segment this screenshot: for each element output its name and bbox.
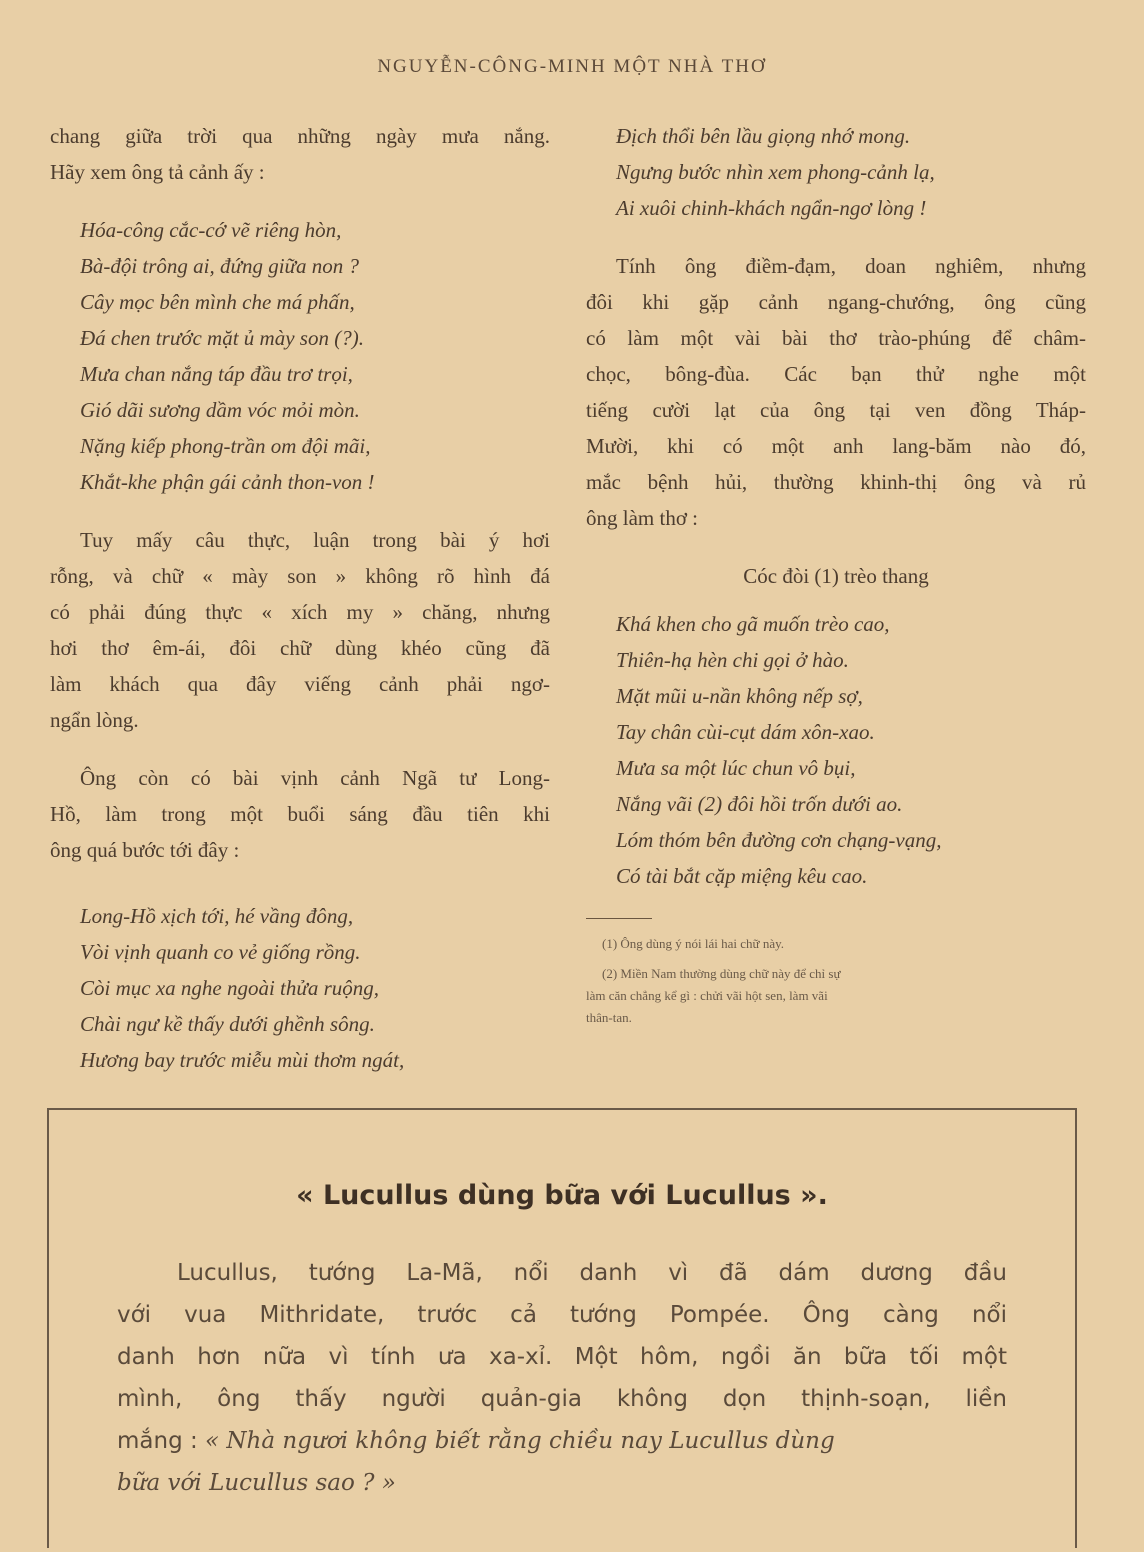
text-line: rỗng, và chữ « mày son » không rõ hình đá — [50, 564, 550, 588]
poem-line: Tay chân cùi-cụt dám xôn-xao. — [616, 720, 875, 744]
poem-hoa-cong — [50, 212, 550, 500]
text-line: chọc, bông-đùa. Các bạn thử nghe một — [586, 362, 1086, 386]
text-line: Tính ông điềm-đạm, doan nghiêm, nhưng — [616, 254, 1086, 278]
text-line: có phải đúng thực « xích my » chăng, nhưng — [50, 600, 550, 624]
anecdote-box — [47, 1108, 1077, 1548]
poem-line: Ai xuôi chinh-khách ngẩn-ngơ lòng ! — [616, 196, 927, 220]
text-line: Hãy xem ông tả cảnh ấy : — [50, 160, 265, 184]
box-line: danh hơn nữa vì tính ưa xa-xỉ. Một hôm, ngồi ăn bữa tối một — [117, 1344, 1007, 1370]
text-line: làm khách qua đây viếng cảnh phải ngơ- — [50, 672, 550, 696]
right-column — [586, 118, 1086, 1029]
text-line: ngẩn lòng. — [50, 708, 139, 732]
box-quote: bữa với Lucullus sao ? » — [117, 1470, 396, 1496]
box-line: Lucullus, tướng La-Mã, nổi danh vì đã dám dương đầu — [177, 1260, 1007, 1286]
poem-line: Còi mục xa nghe ngoài thửa ruộng, — [80, 976, 380, 1000]
poem-title: Cóc đòi (1) trèo thang — [743, 564, 929, 588]
paragraph — [50, 522, 550, 738]
poem-line: Chài ngư kề thấy dưới ghềnh sông. — [80, 1012, 375, 1036]
poem-line: Khá khen cho gã muốn trèo cao, — [616, 612, 890, 636]
footnote: (1) Ông dùng ý nói lái hai chữ này. — [602, 936, 785, 951]
text-line: chang giữa trời qua những ngày mưa nắng. — [50, 124, 550, 148]
poem-line: Khắt-khe phận gái cảnh thon-von ! — [80, 470, 375, 494]
box-line-plain: mắng : — [117, 1428, 206, 1454]
footnote: làm căn chẳng kể gì : chửi vãi hột sen, làm vãi — [586, 988, 828, 1003]
paragraph — [50, 760, 550, 868]
text-line: mắc bệnh hủi, thường khinh-thị ông và rủ — [586, 470, 1086, 494]
poem-long-ho-continued — [586, 118, 1086, 226]
box-line — [117, 1420, 1007, 1462]
poem-line: Thiên-hạ hèn chi gọi ở hào. — [616, 648, 849, 672]
poem-long-ho — [50, 898, 550, 1078]
poem-line: Bà-đội trông ai, đứng giữa non ? — [80, 254, 359, 278]
poem-line: Long-Hồ xịch tới, hé vầng đông, — [80, 904, 354, 928]
footnote: thân-tan. — [586, 1010, 632, 1025]
box-body — [117, 1252, 1007, 1504]
poem-line: Mưa chan nắng táp đầu trơ trọi, — [80, 362, 353, 386]
poem-line: Gió dãi sương dầm vóc mỏi mòn. — [80, 398, 360, 422]
text-line: ông quá bước tới đây : — [50, 838, 240, 862]
box-line: mình, ông thấy người quản-gia không dọn thịnh-soạn, liền — [117, 1386, 1007, 1412]
poem-line: Địch thổi bên lầu giọng nhớ mong. — [616, 124, 911, 148]
text-line: có làm một vài bài thơ trào-phúng để châm- — [586, 326, 1086, 350]
poem-line: Hóa-công cắc-cớ vẽ riêng hòn, — [80, 218, 342, 242]
text-line: Mười, khi có một anh lang-băm nào đó, — [586, 434, 1086, 458]
footnote: (2) Miền Nam thường dùng chữ này để chỉ sự — [602, 966, 841, 981]
poem-coc-doi — [586, 606, 1086, 894]
box-title: « Lucullus dùng bữa với Lucullus ». — [296, 1180, 828, 1211]
left-column — [50, 118, 550, 1078]
poem-line: Mặt mũi u-nần không nếp sợ, — [616, 684, 863, 708]
poem-line: Nặng kiếp phong-trần om đội mãi, — [80, 434, 371, 458]
poem-line: Có tài bắt cặp miệng kêu cao. — [616, 864, 868, 888]
text-line: Tuy mấy câu thực, luận trong bài ý hơi — [80, 528, 550, 552]
poem-line: Hương bay trước miễu mùi thơm ngát, — [80, 1048, 405, 1072]
text-line: Hồ, làm trong một buổi sáng đầu tiên khi — [50, 802, 550, 826]
text-line: đôi khi gặp cảnh ngang-chướng, ông cũng — [586, 290, 1086, 314]
poem-line: Mưa sa một lúc chun vô bụi, — [616, 756, 856, 780]
poem-line: Lóm thóm bên đường cơn chạng-vạng, — [616, 828, 942, 852]
poem-line: Đá chen trước mặt ủ mày son (?). — [80, 326, 364, 350]
box-quote: « Nhà ngươi không biết rằng chiều nay Lucullus dùng — [205, 1428, 835, 1454]
paragraph — [586, 248, 1086, 536]
poem-line: Vòi vịnh quanh co vẻ giống rồng. — [80, 940, 361, 964]
text-line: tiếng cười lạt của ông tại ven đồng Tháp- — [586, 398, 1086, 422]
text-line: ông làm thơ : — [586, 506, 699, 530]
footnotes — [586, 933, 1086, 1029]
box-line — [117, 1462, 1007, 1504]
poem-line: Cây mọc bên mình che má phấn, — [80, 290, 355, 314]
box-line: với vua Mithridate, trước cả tướng Pompée. Ông càng nổi — [117, 1302, 1007, 1328]
text-line: Ông còn có bài vịnh cảnh Ngã tư Long- — [80, 766, 550, 790]
text-line: hơi thơ êm-ái, đôi chữ dùng khéo cũng đã — [50, 636, 550, 660]
running-header: NGUYỄN-CÔNG-MINH MỘT NHÀ THƠ — [377, 56, 767, 77]
poem-line: Nắng vãi (2) đôi hồi trốn dưới ao. — [616, 792, 903, 816]
poem-line: Ngưng bước nhìn xem phong-cảnh lạ, — [616, 160, 935, 184]
footnote-divider — [586, 918, 652, 919]
